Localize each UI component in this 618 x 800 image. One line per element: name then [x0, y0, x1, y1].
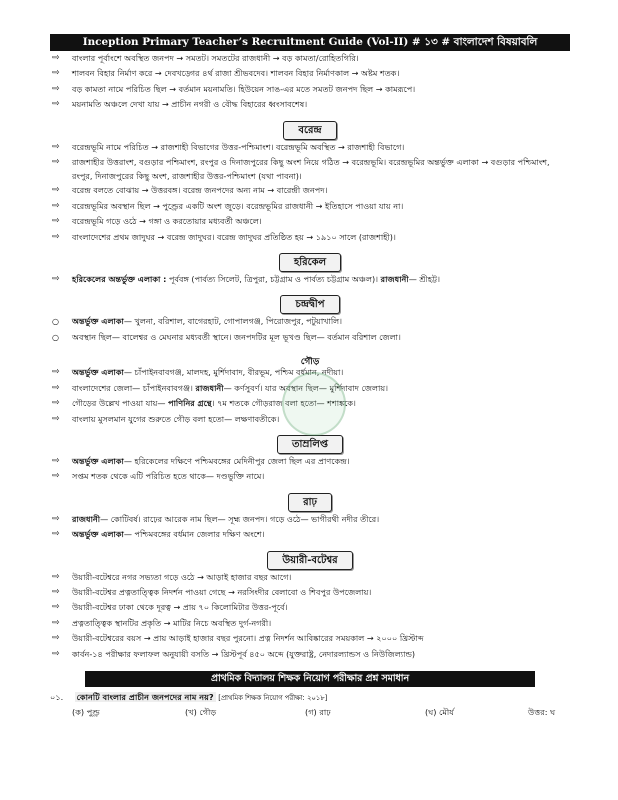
- arrow-right-icon: ⇨: [52, 367, 60, 378]
- option-a: (ক) পুণ্ড্র: [72, 706, 100, 717]
- barendra-list: [50, 140, 570, 245]
- option-d: (ঘ) মৌর্য: [425, 706, 454, 717]
- arrow-right-icon: ⇨: [52, 141, 60, 152]
- arrow-right-icon: ⇨: [52, 185, 60, 196]
- arrow-right-icon: ⇨: [52, 68, 60, 79]
- list-item: ⇨ বাংলাদেশের প্রথম জাদুঘর → বরেন্দ্র জাদুঘর। বরেন্দ্র জাদুঘর প্রতিষ্ঠিত হয় → ১৯১০ সালে (রাজশাহী)।: [50, 230, 570, 245]
- answer: উত্তর: ঘ: [528, 706, 556, 717]
- question-number: ০১.: [50, 691, 64, 702]
- list-item: ⇨ বরেন্দ্রভূমি নামে পরিচিত → রাজশাহী বিভাগের উত্তর-পশ্চিমাংশ। বরেন্দ্রভূমি অবস্থিত → রাজশাহী বিভাগে।: [50, 140, 570, 155]
- section-title-rarh: রাঢ়: [50, 490, 570, 509]
- arrow-right-icon: ⇨: [52, 633, 60, 644]
- question-section-title: প্রাথমিক বিদ্যালয় শিক্ষক নিয়োগ পরীক্ষার প্রশ্ন সমাধান: [85, 671, 535, 687]
- circle-bullet-icon: ○: [52, 317, 59, 327]
- option-c: (গ) রাঢ়: [305, 706, 331, 717]
- list-item: ⇨ অন্তর্ভুক্ত এলাকা— পশ্চিমবঙ্গের বর্ধমান জেলার দক্ষিণ অংশে।: [50, 527, 570, 542]
- section-title-gaur: গৌড়: [300, 357, 320, 368]
- arrow-right-icon: ⇨: [52, 231, 60, 242]
- arrow-right-icon: ⇨: [52, 200, 60, 211]
- arrow-right-icon: ⇨: [52, 529, 60, 540]
- list-item: ⇨ বাংলায় মুসলমান যুগের শুরুতে গৌড় বলা হতো— লক্ষণাবতীকে।: [50, 412, 570, 427]
- arrow-right-icon: ⇨: [52, 216, 60, 227]
- circle-bullet-icon: ○: [52, 332, 59, 342]
- arrow-right-icon: ⇨: [52, 586, 60, 597]
- list-item: ⇨ গৌড়ের উল্লেখ পাওয়া যায়— পাণিনির গ্রন্থে। ৭ম শতকে গৌড়রাজ বলা হতো— শশাঙ্ককে।: [50, 396, 570, 411]
- list-item: ○ অবস্থান ছিল— বালেশ্বর ও মেঘনার মধ্যবর্তী স্থানে। জনপদটির মূল ভূখণ্ড ছিল— বর্তমান বরিশাল জেলা।: [50, 330, 570, 345]
- list-item: ⇨ বরেন্দ্র বলতে বোঝায় → উত্তরবঙ্গ। বরেন্দ্র জনপদের অন্য নাম → বারেন্দ্রী জনপদ।: [50, 183, 570, 198]
- list-item: ⇨ সপ্তম শতক থেকে এটি পরিচিত হতে থাকে— দণ্ডভুক্তি নামে।: [50, 469, 570, 484]
- list-item: ⇨ হরিকেলের অন্তর্ভুক্ত এলাকা : পূর্ববঙ্গ (পার্বত্য সিলেট, ত্রিপুরা, চট্টগ্রাম ও পার্বত্য চট্টগ্রাম অঞ্চল)। রাজধানী— শ্রীহট্ট।: [50, 272, 570, 287]
- section-title-chandradwip: চন্দ্রদ্বীপ: [50, 292, 570, 311]
- question-text: কোনটি বাংলার প্রাচীন জনপদের নাম নয়?: [76, 691, 214, 702]
- arrow-right-icon: ⇨: [52, 471, 60, 482]
- list-item: ⇨ উয়ারী-বটেশ্বরের বয়স → প্রায় আড়াই হাজার বছর পুরনো। প্রত্ন নিদর্শন আবিষ্কারের সময়কাল → ২০০০ খ্রিস্টাব্দ: [50, 631, 570, 646]
- arrow-right-icon: ⇨: [52, 382, 60, 393]
- question-source: [প্রাথমিক শিক্ষক নিয়োগ পরীক্ষা: ২০১৮]: [218, 693, 328, 702]
- chandradwip-list: [50, 314, 570, 345]
- arrow-right-icon: ⇨: [52, 617, 60, 628]
- arrow-right-icon: ⇨: [52, 99, 60, 110]
- list-item: ⇨ শালবন বিহার নির্মাণ করে → দেবখড়্গের ৪র্থ রাজা শ্রীভবদেব। শালবন বিহার নির্মাণকাল → অষ্টম শতক।: [50, 66, 570, 81]
- list-item: ⇨ প্রত্নতাত্ত্বিক স্থানটির প্রকৃতি → মাটির নিচে অবস্থিত দুর্গ-নগরী।: [50, 616, 570, 631]
- list-item: ⇨ রাজশাহীর উত্তরাংশ, বগুড়ার পশ্চিমাংশ, রংপুর ও দিনাজপুরের কিছু অংশ নিয়ে গঠিত → বরেন্দ্রভূমি। বরেন্দ্রভূমির অন্তর্ভুক্ত এলাকা → বগুড়ার পশ্চিমাংশ, রংপুর, দিনাজপুরের কিছু অংশ, রাজশাহীর উত্তর-পশ্চিমাংশ (যথা পাবনা)।: [52, 157, 550, 182]
- option-b: (খ) গৌড়: [185, 706, 217, 717]
- question: [50, 690, 570, 705]
- section-title-barendra: বরেন্দ্র: [50, 118, 570, 137]
- list-item: ⇨ বাংলার পূর্বাংশে অবস্থিত জনপদ → সমতট। সমতটের রাজধানী → বড় কামতা/রোহিতগিরি।: [50, 51, 570, 66]
- arrow-right-icon: ⇨: [52, 83, 60, 94]
- arrow-right-icon: ⇨: [52, 648, 60, 659]
- page-header: Inception Primary Teacher’s Recruitment Guide (Vol-II) # ১৩ # বাংলাদেশ বিষয়াবলি: [50, 34, 570, 51]
- list-item: ⇨ বড় কামতা নামে পরিচিত ছিল → বর্তমান ময়নামতি। হিউয়েন সাঙ-এর মতে সমতট জনপদ ছিল → কামরূপে।: [50, 82, 570, 97]
- arrow-right-icon: ⇨: [52, 455, 60, 466]
- list-item: ⇨ বাংলাদেশের জেলা— চাঁপাইনবাবগঞ্জ। রাজধানী— কর্ণসুবর্ণ। যার অবস্থান ছিল— মুর্শিদাবাদ জেলায়।: [50, 381, 570, 396]
- list-item: ⇨ কার্বন-১৪ পরীক্ষার ফলাফল অনুযায়ী বসতি → খ্রিস্টপূর্ব ৪৫০ অব্দে (যুক্তরাষ্ট্র, নেদারল্যান্ডস ও নিউজিল্যান্ড): [50, 647, 570, 662]
- arrow-right-icon: ⇨: [52, 53, 60, 63]
- tamralipta-list: [50, 454, 570, 485]
- arrow-right-icon: ⇨: [52, 513, 60, 524]
- intro-list: [50, 51, 570, 113]
- arrow-right-icon: ⇨: [52, 398, 60, 409]
- list-item: ⇨ অন্তর্ভুক্ত এলাকা— হরিকেলের দক্ষিণে পশ্চিমবঙ্গের মেদিনীপুর জেলা ছিল এর প্রাণকেন্দ্র।: [50, 454, 570, 469]
- rarh-list: [50, 512, 570, 543]
- list-item: ⇨ অন্তর্ভুক্ত এলাকা— চাঁপাইনবাবগঞ্জ, মালদহ, মুর্শিদাবাদ, বীরভূম, পশ্চিম বর্ধমান, নদীয়া।: [50, 365, 570, 380]
- section-title-tamralipta: তাম্রলিপ্ত: [50, 432, 570, 451]
- arrow-right-icon: ⇨: [52, 413, 60, 424]
- wari-list: [50, 570, 570, 662]
- section-title-wari-bateshwar: উয়ারী-বটেশ্বর: [50, 548, 570, 567]
- list-item: ○ অন্তর্ভুক্ত এলাকা— খুলনা, বরিশাল, বাগেরহাট, গোপালগঞ্জ, পিরোজপুর, পটুয়াখালি।: [50, 314, 570, 329]
- list-item: ⇨ উয়ারী-বটেশ্বর ঢাকা থেকে দূরত্ব → প্রায় ৭০ কিলোমিটার উত্তর-পূর্বে।: [50, 600, 570, 615]
- arrow-right-icon: ⇨: [52, 571, 60, 582]
- arrow-right-icon: ⇨: [52, 157, 60, 168]
- section-title-harikel: হরিকেল: [50, 250, 570, 269]
- harikel-list: [50, 272, 570, 287]
- list-item: ⇨ উয়ারী-বটেশ্বর প্রত্নতাত্ত্বিক নিদর্শন পাওয়া গেছে → নরসিংদীর বেলাবো ও শিবপুর উপজেলায়।: [50, 585, 570, 600]
- list-item: ⇨ রাজধানী— কোটিবর্ষ। রাঢ়ের আরেক নাম ছিল— সূহ্ম জনপদ। গড়ে ওঠে— ভাগীরথী নদীর তীরে।: [50, 512, 570, 527]
- arrow-right-icon: ⇨: [52, 274, 60, 285]
- list-item: ⇨ উয়ারী-বটেশ্বরে নগর সভ্যতা গড়ে ওঠে → আড়াই হাজার বছর আগে।: [50, 570, 570, 585]
- list-item: ⇨ বরেন্দ্রভূমি গড়ে ওঠে → গঙ্গা ও করতোয়ার মধ্যবর্তী অঞ্চলে।: [50, 214, 570, 229]
- watermark-logo: [282, 372, 346, 436]
- arrow-right-icon: ⇨: [52, 602, 60, 613]
- list-item: ⇨ বরেন্দ্রভূমির অবস্থান ছিল → পুণ্ড্রের একটি অংশ জুড়ে। বরেন্দ্রভূমির রাজধানী → ইতিহাসে পাওয়া যায় না।: [50, 199, 570, 214]
- question-options: [50, 705, 570, 719]
- list-item: ⇨ ময়নামতি অঞ্চলে দেখা যায় → প্রাচীন নগরী ও বৌদ্ধ বিহারের ধ্বংসাবশেষ।: [50, 97, 570, 112]
